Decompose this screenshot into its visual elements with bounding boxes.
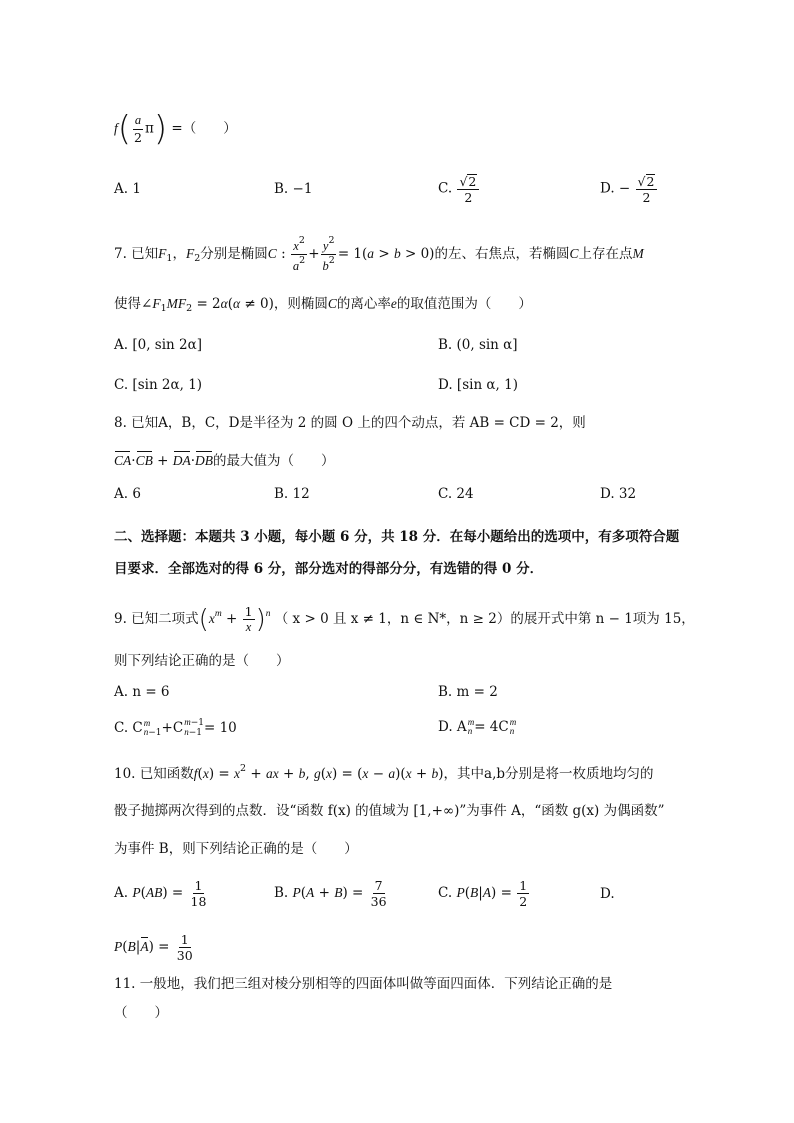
q7-line-1: 7. 已知$F_1$，$F_2$分别是椭圆C : $\frac{x^2}{a^2}$ + $\frac{y^2}{b^2}$ = 1(a > b > 0)的左、右焦点，若椭圆C上存在点M [114,235,644,274]
q10-line-2: 骰子抛掷两次得到的点数．设“函数 f(x) 的值域为 [1,+∞)”为事件 A，“函数 g(x) 为偶函数” [114,803,665,819]
q11-line-2: （ ） [114,1005,168,1021]
q8-line-2: CA·CB + DA·DB的最大值为（ ） [114,453,335,469]
q10-option-d-formula: P(B|A) = $\frac{1}{30}$ [114,932,193,964]
q9-option-a: A. n = 6 [114,684,170,700]
q7-option-c: C. [sin 2α, 1) [114,377,203,393]
q6-option-c: C. $\frac{√2}{2}$ [438,174,480,204]
section-2-heading: 二、选择题：本题共 3 小题，每小题 6 分，共 18 分．在每小题给出的选项中，有多项符合题 [114,529,680,545]
q8-option-c: C. 24 [438,486,474,502]
q7-line-2: 使得$\angle F_1MF_2 = 2\alpha(\alpha \ne 0)$，则椭圆C的离心率e的取值范围为（ ） [114,296,532,314]
q7-option-d: D. [sin α, 1) [438,377,518,393]
q6-option-b: B. −1 [274,181,313,197]
q6-option-d: D. − $\frac{√2}{2}$ [600,174,658,204]
q7-option-a: A. [0, sin 2α] [114,337,202,353]
q9-line-1: 9. 已知二项式($x^m$ + $\frac{1}{x}$ )$^n$ （ x > 0 且 x ≠ 1，n ∈ N*，n ≥ 2）的展开式中第 n − 1项为 15， [114,604,695,635]
q10-option-d-label: D. [600,886,615,902]
q8-option-b: B. 12 [274,486,310,502]
q10-line-3: 为事件 B，则下列结论正确的是（ ） [114,841,358,857]
q6-answer-blank: =（ ） [171,120,237,137]
q10-option-b: B. P(A + B) = $\frac{7}{36}$ [274,878,387,910]
q11-line-1: 11. 一般地，我们把三组对棱分别相等的四面体叫做等面四面体．下列结论正确的是 [114,976,613,992]
q8-line-1: 8. 已知A，B，C，D是半径为 2 的圆 O 上的四个动点，若 AB = CD = 2，则 [114,415,586,431]
q8-option-a: A. 6 [114,486,141,502]
q6-option-a: A. 1 [114,181,141,197]
q8-option-d: D. 32 [600,486,637,502]
q9-option-c: C. C m n−1 +C m−1 n−1 = 10 [114,717,237,739]
q10-option-c: C. P(B|A) = $\frac{1}{2}$ [438,878,528,910]
q10-line-1: 10. 已知函数$f(x) = x^2$ + ax + b, g(x) = (x − a)(x + b)，其中a,b分别是将一枚质地均匀的 [114,763,654,782]
q10-option-a: A. P(AB) = $\frac{1}{18}$ [114,878,207,910]
q7-option-b: B. (0, sin α] [438,337,518,353]
q9-option-d: D. A m n = 4C m n [438,717,517,737]
q6-expression: f( $\frac{a}{2}$ π) =（ ） [114,109,237,149]
q9-option-b: B. m = 2 [438,684,498,700]
section-2-instructions: 目要求．全部选对的得 6 分，部分选对的得部分分，有选错的得 0 分． [114,561,544,577]
q9-line-2: 则下列结论正确的是（ ） [114,653,290,669]
